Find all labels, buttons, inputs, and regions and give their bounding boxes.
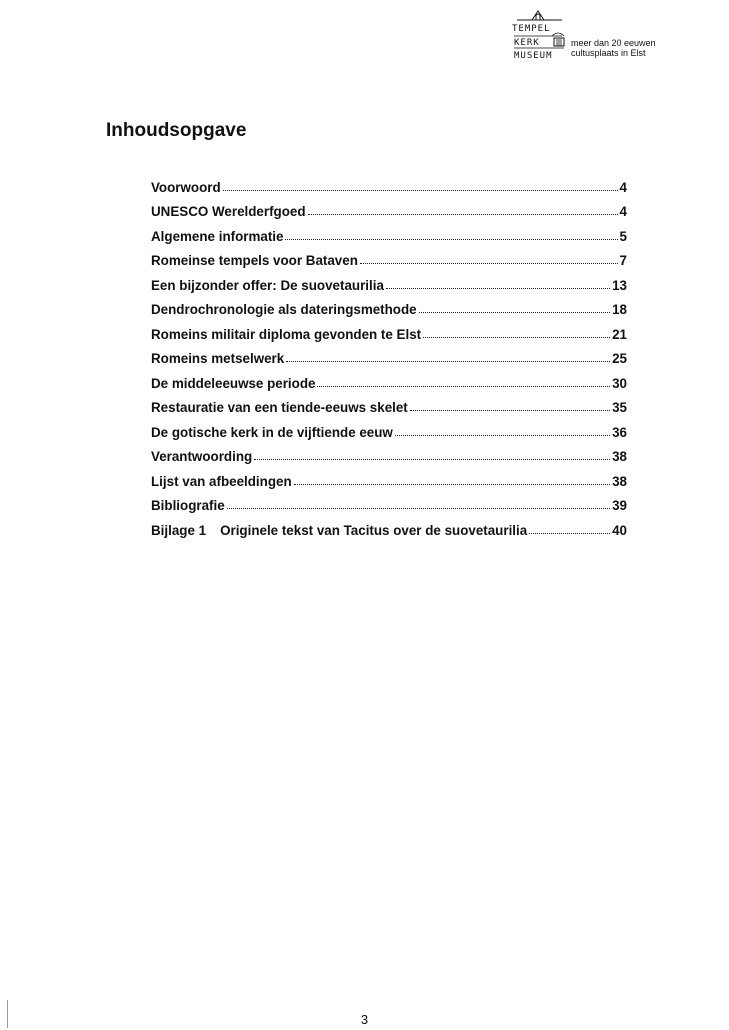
toc-entry-title: Algemene informatie <box>151 228 284 244</box>
toc-leader-dots <box>286 361 610 362</box>
toc-entry-title: UNESCO Werelderfgoed <box>151 204 306 219</box>
logo-tagline-line2: cultusplaats in Elst <box>571 48 646 58</box>
toc-appendix-label: Bijlage 1 <box>151 522 207 538</box>
toc-entry[interactable] <box>151 415 627 440</box>
toc-entry[interactable] <box>151 366 627 391</box>
toc-entry[interactable] <box>151 268 627 293</box>
toc-entry[interactable] <box>151 464 627 489</box>
logo-word-tempel: TEMPEL <box>512 24 551 34</box>
toc-entry[interactable] <box>151 170 627 195</box>
toc-leader-dots <box>410 410 610 411</box>
toc-entry-title: Romeinse tempels voor Bataven <box>151 253 358 268</box>
toc-leader-dots <box>223 190 618 191</box>
table-of-contents <box>151 170 627 538</box>
museum-logo <box>512 8 662 68</box>
logo-tagline-line1: meer dan 20 eeuwen <box>571 38 656 48</box>
toc-entry[interactable] <box>151 342 627 367</box>
toc-entry-title: Dendrochronologie als dateringsmethode <box>151 302 417 317</box>
toc-entry-page: 5 <box>619 228 627 244</box>
toc-entry[interactable] <box>151 489 627 514</box>
toc-entry[interactable] <box>151 440 627 465</box>
toc-entry-page: 30 <box>612 375 627 391</box>
page-title: Inhoudsopgave <box>106 120 247 141</box>
toc-entry-title: Een bijzonder offer: De suovetaurilia <box>151 277 384 293</box>
toc-entry-page: 7 <box>619 253 627 268</box>
toc-entry-page: 4 <box>619 204 627 219</box>
toc-leader-dots <box>294 484 610 485</box>
toc-entry-title: Lijst van afbeeldingen <box>151 473 292 489</box>
toc-entry[interactable] <box>151 391 627 416</box>
toc-entry-page: 38 <box>612 449 627 464</box>
toc-entry-title: Originele tekst van Tacitus over de suovetaurilia <box>220 522 528 538</box>
toc-entry-appendix[interactable] <box>151 513 627 538</box>
toc-entry-title: De gotische kerk in de vijftiende eeuw <box>151 424 393 440</box>
toc-leader-dots <box>227 508 610 509</box>
toc-entry-page: 40 <box>612 522 627 538</box>
toc-entry-title: Restauratie van een tiende-eeuws skelet <box>151 400 408 415</box>
toc-leader-dots <box>423 337 610 338</box>
page-number: 3 <box>360 1012 369 1027</box>
toc-entry-page: 25 <box>612 351 627 366</box>
toc-leader-dots <box>529 533 610 534</box>
toc-entry-page: 38 <box>612 473 627 489</box>
toc-entry[interactable] <box>151 195 627 220</box>
toc-entry[interactable] <box>151 293 627 318</box>
toc-entry-title: Bibliografie <box>151 498 225 513</box>
toc-entry-page: 4 <box>619 179 627 195</box>
toc-entry-page: 39 <box>612 498 627 513</box>
toc-leader-dots <box>317 386 610 387</box>
toc-entry-title: Verantwoording <box>151 449 253 464</box>
toc-entry-page: 35 <box>612 400 627 415</box>
toc-entry-title: Voorwoord <box>151 179 221 195</box>
toc-entry-page: 21 <box>612 326 627 342</box>
toc-entry-title: Romeins metselwerk <box>151 351 285 366</box>
toc-entry[interactable] <box>151 244 627 269</box>
toc-entry-page: 36 <box>612 424 627 440</box>
toc-leader-dots <box>395 435 610 436</box>
toc-leader-dots <box>285 239 617 240</box>
logo-tagline <box>571 38 656 58</box>
toc-leader-dots <box>419 312 610 313</box>
toc-leader-dots <box>386 288 610 289</box>
toc-entry[interactable] <box>151 219 627 244</box>
toc-leader-dots <box>308 214 618 215</box>
toc-leader-dots <box>254 459 610 460</box>
toc-entry-title: De middeleeuwse periode <box>151 375 316 391</box>
logo-word-museum: MUSEUM <box>514 51 553 61</box>
toc-entry-title: Romeins militair diploma gevonden te Elst <box>151 326 422 342</box>
logo-word-kerk: KERK <box>514 38 540 48</box>
toc-entry-page: 13 <box>612 277 627 293</box>
toc-entry[interactable] <box>151 317 627 342</box>
toc-entry-page: 18 <box>612 302 627 317</box>
toc-leader-dots <box>360 263 618 264</box>
